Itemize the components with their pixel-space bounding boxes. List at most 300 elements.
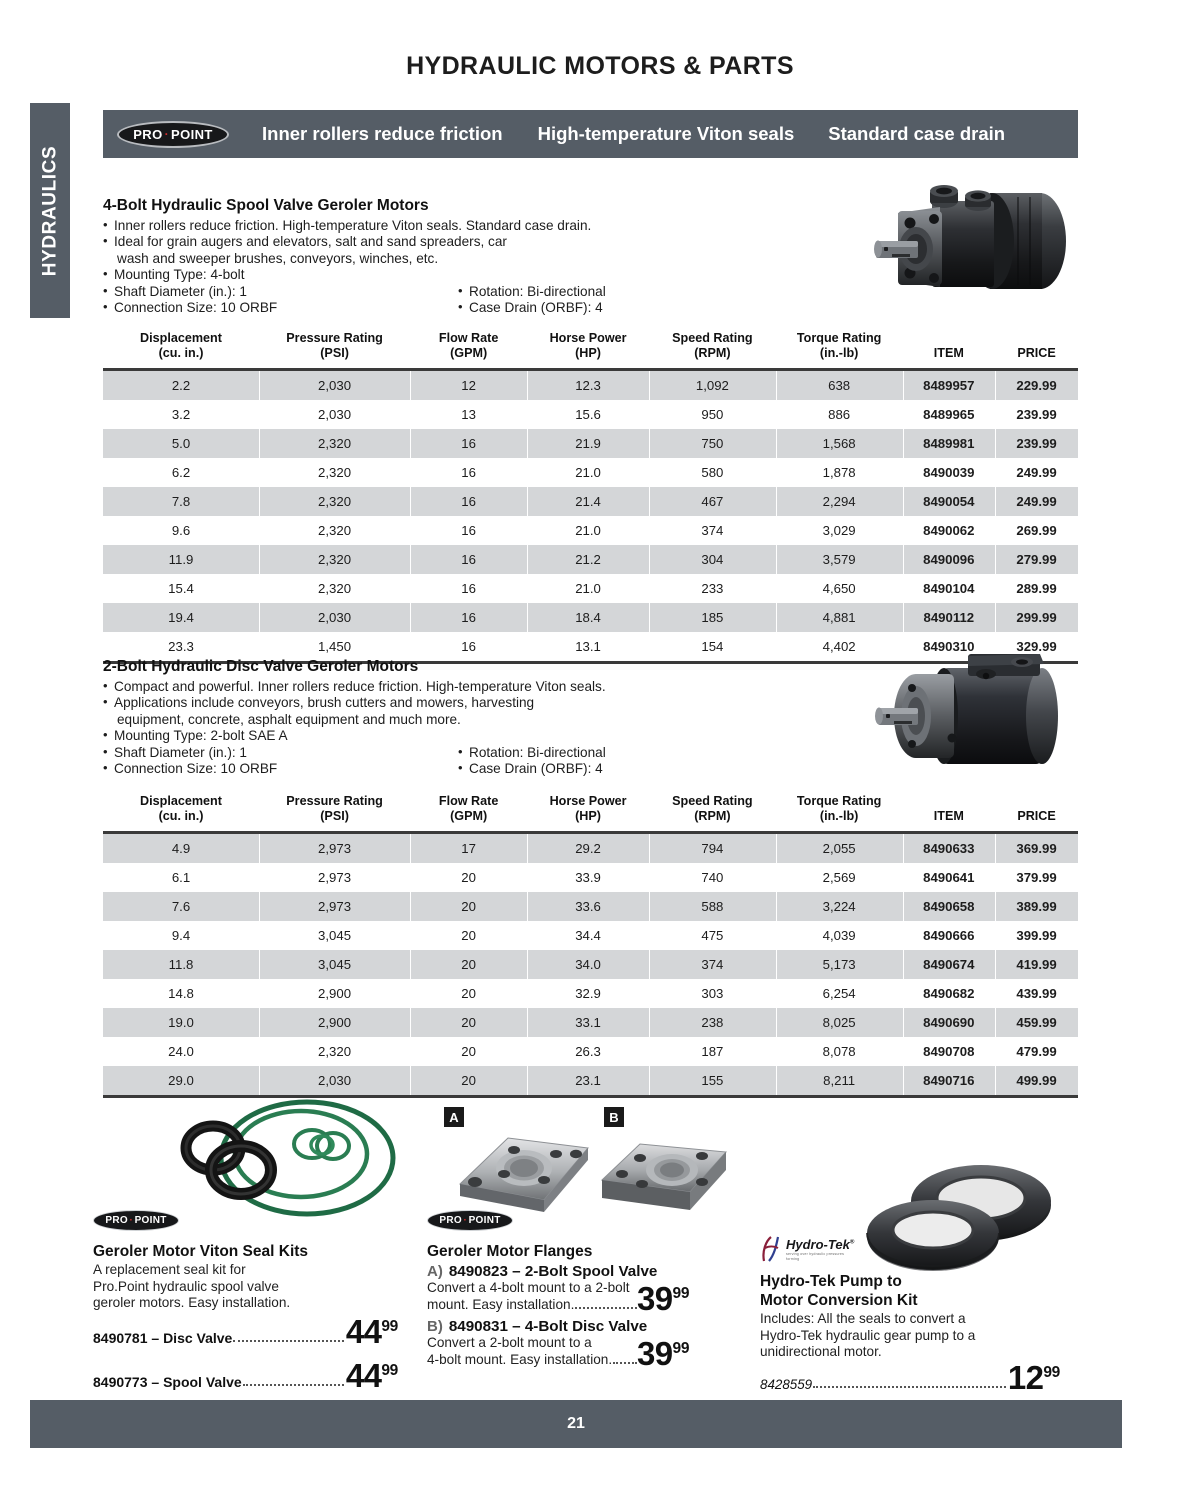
- cell-pressure-rating: 2,973: [259, 892, 410, 921]
- feature-2: High-temperature Viton seals: [537, 123, 795, 144]
- flange-a-2-bolt-spool-valve-photo: [448, 1122, 608, 1214]
- cell-displacement: 24.0: [168, 1044, 194, 1059]
- leader-dots: [575, 1307, 637, 1309]
- price: [637, 1335, 690, 1373]
- cell-flow-rate: 20: [410, 950, 527, 979]
- col-header-line2: (GPM): [450, 808, 488, 823]
- cell-speed-rating: 304: [649, 545, 776, 574]
- col-header-line1: Torque Rating: [796, 331, 882, 345]
- col-header-line1: Displacement: [140, 794, 222, 808]
- bullet: • Case Drain (ORBF): 4: [458, 761, 758, 777]
- cell-speed-rating: 155: [649, 1066, 776, 1097]
- cell-pressure-rating: 2,900: [259, 1008, 410, 1037]
- col-header-line1: Horse Power: [549, 331, 627, 345]
- cell-speed-rating: 588: [649, 892, 776, 921]
- col-header-displacement: [103, 788, 259, 833]
- product-flanges: [427, 1210, 727, 1373]
- bullet-continuation: wash and sweeper brushes, conveyors, winches, etc.: [117, 250, 439, 266]
- cell-item: 8490666: [923, 928, 975, 943]
- cell-price: 279.99: [995, 545, 1078, 574]
- option-sku-label: 8490823 – 2-Bolt Spool Valve: [448, 1263, 658, 1280]
- spec-table-spool-valve: [103, 325, 1078, 664]
- cell-pressure-rating: 2,030: [318, 407, 352, 422]
- cell-flow-rate: 12: [410, 370, 527, 401]
- cell-price: 379.99: [1016, 870, 1057, 885]
- cell-horse-power: 21.4: [527, 487, 649, 516]
- pro-point-logo-dot: ·: [129, 1215, 134, 1226]
- cell-item: 8489965: [923, 407, 975, 422]
- cell-torque-rating: 1,568: [776, 429, 903, 458]
- cell-horse-power: 21.0: [575, 523, 601, 538]
- cell-item: 8490708: [923, 1044, 975, 1059]
- col-header-line1: Horse Power: [549, 794, 627, 808]
- product-sku-price-row: [93, 1356, 398, 1394]
- feature-3: Standard case drain: [828, 123, 1006, 144]
- section-title: 4-Bolt Hydraulic Spool Valve Geroler Motors: [103, 197, 429, 214]
- cell-speed-rating: 303: [701, 986, 724, 1001]
- flange-option-a-row: [427, 1280, 727, 1318]
- cell-price: 229.99: [995, 370, 1078, 401]
- pro-point-logo-word2: POINT: [468, 1215, 501, 1226]
- bullet: • Rotation: Bi-directional: [458, 284, 758, 300]
- cell-displacement: 11.9: [103, 545, 259, 574]
- cell-item: 8490112: [903, 603, 996, 632]
- table-row: [103, 603, 1078, 632]
- hydrotek-wordmark: [786, 1237, 854, 1252]
- product-title: [760, 1272, 1070, 1310]
- cell-torque-rating: 8,025: [776, 1008, 903, 1037]
- cell-pressure-rating: 2,320: [318, 581, 352, 596]
- price: [1007, 1358, 1060, 1396]
- feature-1: Inner rollers reduce friction: [262, 123, 503, 144]
- bullet: • Ideal for grain augers and elevators, salt and sand spreaders, car: [103, 234, 1078, 250]
- cell-torque-rating: 1,878: [822, 465, 856, 480]
- cell-displacement: 9.4: [171, 928, 191, 943]
- price-cents: 99: [381, 1317, 398, 1335]
- table-row: [103, 1008, 1078, 1037]
- sku-label: 8428559: [760, 1376, 813, 1392]
- pro-point-logo: [117, 121, 229, 148]
- cell-horse-power: 23.1: [527, 1066, 649, 1097]
- product-hydrotek-conversion-kit: [760, 1235, 1070, 1396]
- col-header-line2: (in.-lb): [819, 808, 859, 823]
- pro-point-logo: [93, 1210, 179, 1231]
- col-header-pressure-rating: [259, 325, 410, 370]
- cell-displacement: 7.8: [103, 487, 259, 516]
- bullet: • Case Drain (ORBF): 4: [458, 300, 758, 316]
- bullet: • Connection Size: 10 ORBF: [103, 761, 458, 777]
- cell-displacement: 6.2: [171, 465, 191, 480]
- flange-option-b-heading: [427, 1318, 727, 1335]
- cell-pressure-rating: 2,320: [318, 1044, 352, 1059]
- price-dollars: 39: [637, 1335, 673, 1373]
- col-header-price: PRICE: [995, 788, 1078, 833]
- cell-speed-rating: 740: [701, 870, 724, 885]
- sku-label: 8490773 – Spool Valve: [93, 1373, 242, 1390]
- 4-bolt-spool-valve-geroler-motor-photo: [868, 183, 1078, 315]
- cell-item: 8490682: [923, 986, 975, 1001]
- cell-horse-power: 33.6: [527, 892, 649, 921]
- table-row: [103, 487, 1078, 516]
- viton-seal-kit-o-rings-photo: [175, 1096, 397, 1222]
- col-header-horse-power: [527, 788, 649, 833]
- description-line: Includes: All the seals to convert a: [760, 1311, 966, 1326]
- cell-displacement: 6.1: [171, 870, 191, 885]
- page-number: 21: [567, 1415, 585, 1432]
- table-row: [103, 458, 1078, 487]
- page-title: HYDRAULIC MOTORS & PARTS: [406, 52, 794, 80]
- cell-speed-rating: 185: [649, 603, 776, 632]
- cell-flow-rate: 20: [410, 1008, 527, 1037]
- cell-displacement: 23.3: [103, 632, 259, 663]
- cell-horse-power: 34.0: [527, 950, 649, 979]
- 2-bolt-disc-valve-geroler-motor-photo: [868, 652, 1078, 780]
- description-line: Convert a 4-bolt mount to a 2-bolt: [427, 1280, 630, 1295]
- cell-torque-rating: 5,173: [776, 950, 903, 979]
- cell-horse-power: 18.4: [527, 603, 649, 632]
- product-title-line2: Motor Conversion Kit: [760, 1292, 918, 1309]
- page-footer: [30, 1400, 1122, 1448]
- cell-horse-power: 32.9: [575, 986, 601, 1001]
- table-row: [103, 1066, 1078, 1097]
- cell-flow-rate: 20: [461, 870, 476, 885]
- col-header-line2: (RPM): [694, 808, 731, 823]
- cell-price: 369.99: [995, 833, 1078, 864]
- cell-torque-rating: 4,402: [776, 632, 903, 663]
- cell-flow-rate: 20: [461, 986, 476, 1001]
- table-header-row: [103, 788, 1078, 833]
- col-header-line1: Torque Rating: [796, 794, 882, 808]
- cell-pressure-rating: 2,030: [259, 1066, 410, 1097]
- col-header-flow-rate: [410, 325, 527, 370]
- hydrotek-logo: [760, 1235, 1070, 1263]
- cell-item: 8489957: [903, 370, 996, 401]
- cell-price: 389.99: [995, 892, 1078, 921]
- cell-displacement: 11.8: [103, 950, 259, 979]
- table-row: [103, 833, 1078, 864]
- option-letter: A): [427, 1263, 443, 1280]
- cell-item: 8490633: [903, 833, 996, 864]
- cell-flow-rate: 16: [410, 632, 527, 663]
- cell-pressure-rating: 2,900: [318, 986, 352, 1001]
- table-body-spool: [103, 370, 1078, 663]
- price-cents: 99: [672, 1340, 690, 1358]
- cell-torque-rating: 3,579: [776, 545, 903, 574]
- pro-point-logo-word2: POINT: [134, 1215, 167, 1226]
- col-header-torque-rating: [776, 788, 903, 833]
- cell-displacement: 3.2: [171, 407, 191, 422]
- cell-pressure-rating: 3,045: [259, 950, 410, 979]
- cell-price: 439.99: [1016, 986, 1057, 1001]
- bullet: • Applications include conveyors, brush cutters and mowers, harvesting: [103, 695, 1078, 711]
- cell-speed-rating: 475: [701, 928, 724, 943]
- col-header-line1: Speed Rating: [672, 794, 753, 808]
- col-header-line2: (cu. in.): [158, 808, 204, 823]
- cell-horse-power: 21.2: [527, 545, 649, 574]
- product-title: Geroler Motor Flanges: [427, 1243, 593, 1260]
- description-line: Hydro-Tek hydraulic gear pump to a: [760, 1327, 976, 1343]
- cell-flow-rate: 16: [410, 429, 527, 458]
- cell-pressure-rating: 2,030: [259, 370, 410, 401]
- product-title-line1: Hydro-Tek Pump to: [760, 1273, 902, 1290]
- table-row: [103, 979, 1078, 1008]
- table-row: [103, 516, 1078, 545]
- col-header-line2: (cu. in.): [158, 345, 204, 360]
- cell-pressure-rating: 2,973: [318, 870, 352, 885]
- cell-horse-power: 26.3: [575, 1044, 601, 1059]
- cell-displacement: 2.2: [103, 370, 259, 401]
- table-row: [103, 1037, 1078, 1066]
- cell-horse-power: 21.0: [575, 581, 601, 596]
- bullet: • Shaft Diameter (in.): 1: [103, 745, 458, 761]
- cell-pressure-rating: 1,450: [259, 632, 410, 663]
- pro-point-logo-word1: PRO: [105, 1215, 128, 1226]
- product-sku-price-row: [760, 1358, 1060, 1396]
- bullet: • Mounting Type: 2-bolt SAE A: [103, 728, 1078, 744]
- cell-item: 8489981: [903, 429, 996, 458]
- cell-price: 269.99: [1016, 523, 1057, 538]
- cell-horse-power: 29.2: [527, 833, 649, 864]
- col-header-item: ITEM: [903, 325, 996, 370]
- sku-label: 8490781 – Disc Valve: [93, 1329, 233, 1346]
- hydrotek-registered-mark: ®: [849, 1239, 855, 1246]
- col-header-price: PRICE: [995, 325, 1078, 370]
- cell-displacement: 14.8: [168, 986, 194, 1001]
- table-row: [103, 574, 1078, 603]
- cell-displacement: 29.0: [103, 1066, 259, 1097]
- hydrotek-tagline-line1: serving over hydraulic pressures: [786, 1251, 845, 1256]
- price: [637, 1280, 690, 1318]
- table-row: [103, 892, 1078, 921]
- cell-torque-rating: 886: [828, 407, 851, 422]
- feature-bar: [103, 110, 1078, 158]
- cell-torque-rating: 3,029: [822, 523, 856, 538]
- price-cents: 99: [672, 1285, 690, 1303]
- product-description: [93, 1262, 338, 1312]
- col-header-line1: Flow Rate: [438, 331, 499, 345]
- cell-price: 459.99: [995, 1008, 1078, 1037]
- cell-speed-rating: 374: [649, 950, 776, 979]
- cell-speed-rating: 794: [649, 833, 776, 864]
- description-line: Convert a 2-bolt mount to a: [427, 1335, 592, 1351]
- cell-displacement: 9.6: [171, 523, 191, 538]
- table-row: [103, 400, 1078, 429]
- cell-item: 8490658: [903, 892, 996, 921]
- price-dollars: 44: [345, 1312, 382, 1350]
- cell-torque-rating: 2,569: [822, 870, 856, 885]
- cell-flow-rate: 16: [461, 581, 476, 596]
- pro-point-logo-word2: POINT: [171, 126, 213, 142]
- product-seal-kits: [93, 1210, 398, 1394]
- cell-torque-rating: 2,294: [776, 487, 903, 516]
- cell-horse-power: 33.9: [575, 870, 601, 885]
- cell-speed-rating: 238: [649, 1008, 776, 1037]
- cell-speed-rating: 580: [701, 465, 724, 480]
- cell-price: 299.99: [995, 603, 1078, 632]
- bullet: • Compact and powerful. Inner rollers reduce friction. High-temperature Viton seals.: [103, 679, 1078, 695]
- cell-horse-power: 34.4: [575, 928, 601, 943]
- cell-pressure-rating: 2,320: [318, 523, 352, 538]
- product-description: [427, 1335, 639, 1368]
- cell-horse-power: 15.6: [575, 407, 601, 422]
- col-header-displacement: [103, 325, 259, 370]
- cell-price: 249.99: [995, 487, 1078, 516]
- cell-torque-rating: 4,039: [822, 928, 856, 943]
- leader-dots: [813, 1386, 1006, 1388]
- cell-flow-rate: 13: [461, 407, 476, 422]
- cell-speed-rating: 1,092: [649, 370, 776, 401]
- cell-speed-rating: 233: [701, 581, 724, 596]
- cell-item: 8490674: [903, 950, 996, 979]
- col-header-torque-rating: [776, 325, 903, 370]
- cell-flow-rate: 20: [410, 1066, 527, 1097]
- option-sku-label: 8490831 – 4-Bolt Disc Valve: [448, 1318, 648, 1336]
- cell-torque-rating: 2,055: [776, 833, 903, 864]
- table-row: [103, 950, 1078, 979]
- hydrotek-tagline-line2: forming: [786, 1256, 800, 1261]
- cell-speed-rating: 187: [701, 1044, 724, 1059]
- col-header-item: ITEM: [903, 788, 996, 833]
- cell-flow-rate: 16: [410, 545, 527, 574]
- price-cents: 99: [1043, 1363, 1060, 1381]
- bullet: • Rotation: Bi-directional: [458, 745, 758, 761]
- cell-flow-rate: 20: [461, 1044, 476, 1059]
- table-row: [103, 429, 1078, 458]
- col-header-line2: (RPM): [694, 345, 731, 360]
- cell-flow-rate: 17: [410, 833, 527, 864]
- price-dollars: 12: [1007, 1358, 1044, 1396]
- cell-pressure-rating: 2,320: [259, 545, 410, 574]
- cell-horse-power: 12.3: [527, 370, 649, 401]
- bullet: • Shaft Diameter (in.): 1: [103, 284, 458, 300]
- cell-flow-rate: 16: [461, 465, 476, 480]
- spec-table-disc-valve: [103, 788, 1078, 1098]
- cell-horse-power: 13.1: [527, 632, 649, 663]
- table-row: [103, 370, 1078, 401]
- cell-price: 249.99: [1016, 465, 1057, 480]
- cell-item: 8490310: [903, 632, 996, 663]
- cell-displacement: 19.0: [103, 1008, 259, 1037]
- cell-speed-rating: 950: [701, 407, 724, 422]
- table-row: [103, 863, 1078, 892]
- cell-pressure-rating: 2,320: [259, 487, 410, 516]
- leader-dots: [233, 1340, 343, 1342]
- cell-speed-rating: 374: [701, 523, 724, 538]
- col-header-speed-rating: [649, 788, 776, 833]
- col-header-line1: Displacement: [140, 331, 222, 345]
- cell-item: 8490062: [923, 523, 975, 538]
- cell-displacement: 7.6: [103, 892, 259, 921]
- col-header-speed-rating: [649, 325, 776, 370]
- cell-torque-rating: 638: [776, 370, 903, 401]
- flange-option-b-row: [427, 1335, 727, 1373]
- cell-item: 8490104: [923, 581, 975, 596]
- table-row: [103, 545, 1078, 574]
- cell-speed-rating: 154: [649, 632, 776, 663]
- col-header-line2: (HP): [575, 808, 601, 823]
- col-header-line1: Speed Rating: [672, 331, 753, 345]
- cell-horse-power: 33.1: [527, 1008, 649, 1037]
- cell-price: 329.99: [995, 632, 1078, 663]
- price: [345, 1312, 398, 1350]
- flange-b-4-bolt-disc-valve-photo: [594, 1126, 734, 1216]
- bullet-continuation: equipment, concrete, asphalt equipment and much more.: [117, 711, 461, 727]
- col-header-line1: Pressure Rating: [286, 794, 383, 808]
- cell-torque-rating: 8,078: [822, 1044, 856, 1059]
- product-description: [427, 1280, 639, 1313]
- cell-speed-rating: 467: [649, 487, 776, 516]
- cell-item: 8490641: [923, 870, 975, 885]
- leader-dots: [613, 1362, 637, 1364]
- price-dollars: 39: [637, 1280, 673, 1318]
- cell-price: 479.99: [1016, 1044, 1057, 1059]
- cell-speed-rating: 750: [649, 429, 776, 458]
- cell-price: 499.99: [995, 1066, 1078, 1097]
- cell-displacement: 15.4: [168, 581, 194, 596]
- cell-displacement: 19.4: [103, 603, 259, 632]
- cell-displacement: 4.9: [103, 833, 259, 864]
- col-header-horse-power: [527, 325, 649, 370]
- description-line: Pro.Point hydraulic spool valve: [93, 1278, 279, 1294]
- col-header-line1: Pressure Rating: [286, 331, 383, 345]
- cell-torque-rating: 8,211: [776, 1066, 903, 1097]
- cell-item: 8490039: [923, 465, 975, 480]
- col-header-line2: (GPM): [450, 345, 488, 360]
- product-title: Geroler Motor Viton Seal Kits: [93, 1243, 309, 1260]
- description-line: mount. Easy installation.: [427, 1296, 575, 1312]
- pro-point-logo-word1: PRO: [133, 126, 163, 142]
- cell-price: 239.99: [995, 429, 1078, 458]
- hydrotek-brand: Hydro-Tek: [786, 1236, 850, 1252]
- bullet: • Connection Size: 10 ORBF: [103, 300, 458, 316]
- cell-item: 8490054: [903, 487, 996, 516]
- cell-flow-rate: 16: [410, 487, 527, 516]
- cell-displacement: 5.0: [103, 429, 259, 458]
- price: [345, 1356, 398, 1394]
- description-line: unidirectional motor.: [760, 1344, 882, 1360]
- cell-horse-power: 21.9: [527, 429, 649, 458]
- letter-tag-a-label: A: [444, 1107, 464, 1127]
- description-line: 4-bolt mount. Easy installation.: [427, 1351, 613, 1367]
- pro-point-logo-word1: PRO: [439, 1215, 462, 1226]
- bullet: • Inner rollers reduce friction. High-temperature Viton seals. Standard case drain.: [103, 218, 1078, 234]
- col-header-line2: (PSI): [320, 345, 349, 360]
- product-sku-price-row: [93, 1312, 398, 1350]
- leader-dots: [243, 1384, 344, 1386]
- cell-pressure-rating: 2,973: [259, 833, 410, 864]
- cell-price: 289.99: [1016, 581, 1057, 596]
- table-row: [103, 921, 1078, 950]
- pro-point-logo-dot: ·: [463, 1215, 468, 1226]
- cell-torque-rating: 4,650: [822, 581, 856, 596]
- hydrotek-mark-icon: [760, 1235, 782, 1263]
- cell-flow-rate: 16: [461, 523, 476, 538]
- cell-flow-rate: 16: [410, 603, 527, 632]
- product-description: [760, 1311, 1070, 1361]
- cell-price: 239.99: [1016, 407, 1057, 422]
- cell-pressure-rating: 2,320: [318, 465, 352, 480]
- cell-pressure-rating: 2,320: [259, 429, 410, 458]
- cell-torque-rating: 6,254: [822, 986, 856, 1001]
- price-dollars: 44: [345, 1356, 382, 1394]
- cell-horse-power: 21.0: [575, 465, 601, 480]
- cell-item: 8490716: [903, 1066, 996, 1097]
- price-cents: 99: [381, 1361, 398, 1379]
- cell-price: 419.99: [995, 950, 1078, 979]
- cell-torque-rating: 4,881: [776, 603, 903, 632]
- cell-item: 8490690: [903, 1008, 996, 1037]
- cell-torque-rating: 3,224: [776, 892, 903, 921]
